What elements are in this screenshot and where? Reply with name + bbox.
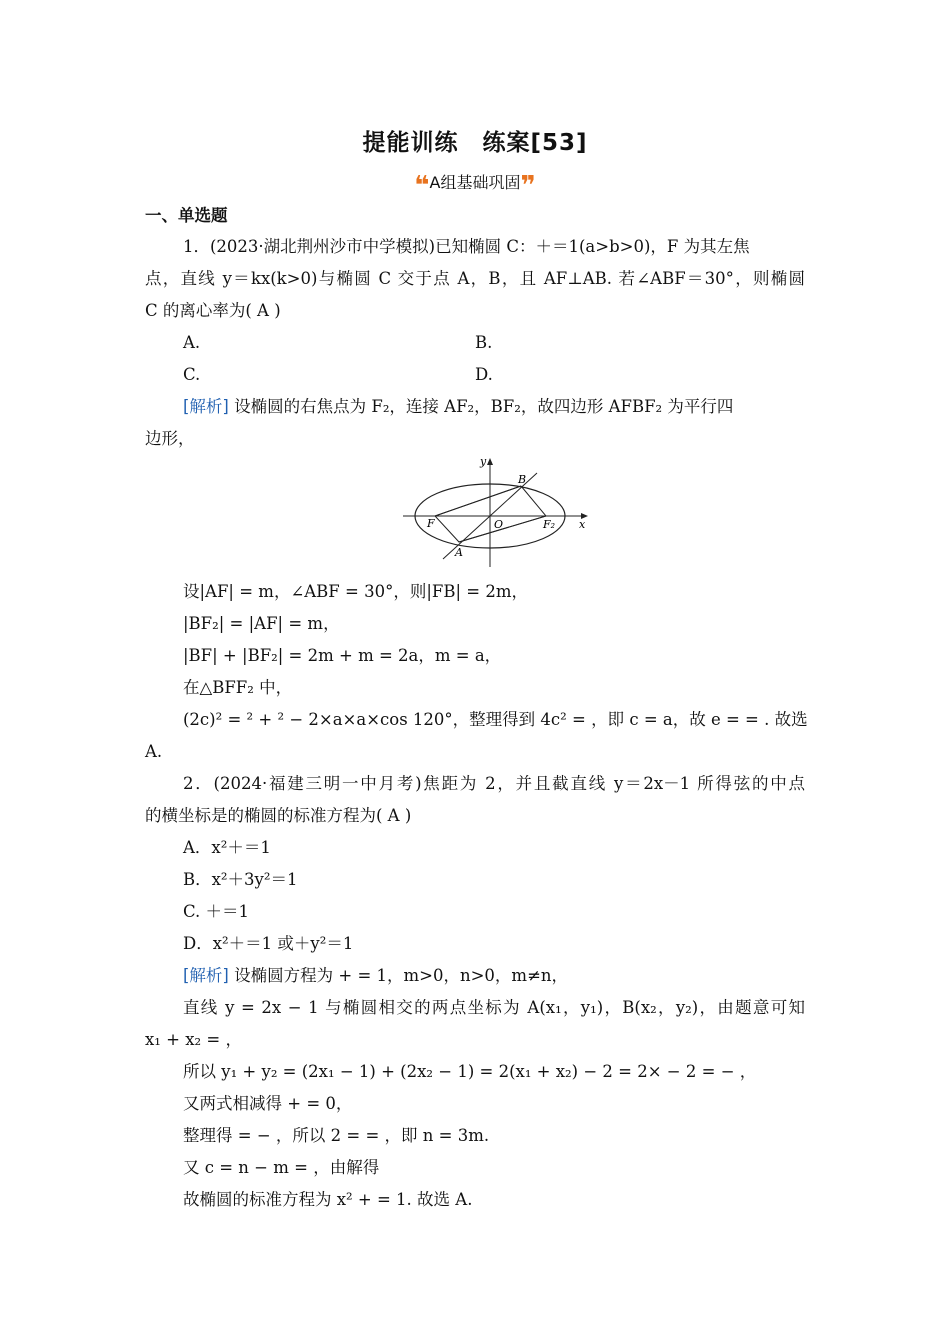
q2-step4: 又两式相减得 + = 0， [183, 1094, 353, 1113]
q2-option-b: B．x²＋3y²＝1 [183, 870, 298, 889]
page-title: 提能训练 练案[53] [362, 130, 588, 156]
q1-analysis-line1 [183, 396, 805, 418]
q2-step6: 又 c = n − m = ，由解得 [183, 1158, 380, 1177]
q2-step3: 所以 y₁ + y₂ = (2x₁ − 1) + (2x₂ − 1) = 2(x₁ + x₂) − 2 = 2× − 2 = − ， [183, 1062, 757, 1081]
q1-stem-line2: 点，直线 y＝kx(k>0)与椭圆 C 交于点 A，B，且 AF⊥AB. 若∠ABF＝30°，则椭圆 [145, 269, 805, 288]
section-heading: 一、单选题 [145, 206, 228, 225]
q2-step2: x₁ + x₂ = ， [145, 1030, 242, 1049]
q1-step6: A. [145, 742, 163, 761]
q2-step1: 直线 y = 2x − 1 与椭圆相交的两点坐标为 A(x₁，y₁)，B(x₂，y₂)，由题意可知 [183, 998, 805, 1017]
q2-option-c: C. ＋＝1 [183, 902, 250, 921]
ellipse-figure [403, 455, 593, 567]
q1-step3: |BF| + |BF₂| = 2m + m = 2a，m = a， [183, 646, 502, 665]
left-quote-icon: ❝ [414, 171, 430, 201]
q2-step5: 整理得 = − ，所以 2 = = ，即 n = 3m. [183, 1126, 490, 1145]
q2-analysis-text: 设椭圆方程为 + = 1，m>0，n>0，m≠n， [234, 966, 569, 985]
q1-analysis-text: 设椭圆的右焦点为 F₂，连接 AF₂，BF₂，故四边形 AFBF₂ 为平行四 [234, 397, 734, 416]
q1-stem-line3: C 的离心率为( A ) [145, 301, 281, 320]
q1-analysis-label: [解析] [183, 397, 229, 416]
label-f2: F₂ [543, 518, 556, 531]
label-b: B [518, 473, 527, 486]
q1-stem-line1: 1．(2023·湖北荆州沙市中学模拟)已知椭圆 C：＋＝1(a>b>0)，F 为其左焦 [183, 237, 750, 256]
q2-stem-line1: 2．(2024·福建三明一中月考)焦距为 2，并且截直线 y＝2x－1 所得弦的中点 [183, 774, 805, 793]
q1-step5: (2c)² = ² + ² − 2×a×a×cos 120°，整理得到 4c² = ，即 c = a，故 e = = . 故选 [183, 710, 808, 729]
q2-option-d: D．x²＋＝1 或＋y²＝1 [183, 934, 354, 953]
q1-step2: |BF₂| = |AF| = m， [183, 614, 340, 633]
q1-step1: 设|AF| = m，∠ABF = 30°，则|FB| = 2m， [183, 582, 528, 601]
q1-options-row1 [183, 332, 805, 354]
q1-analysis-line2: 边形， [145, 429, 195, 448]
q1-options-row2 [183, 364, 805, 386]
label-x: x [579, 518, 586, 531]
q1-option-d: D. [475, 365, 493, 384]
q1-step4: 在△BFF₂ 中， [183, 678, 293, 697]
q2-stem-line2: 的横坐标是的椭圆的标准方程为( A ) [145, 806, 412, 825]
label-o: O [494, 518, 504, 531]
q1-option-c: C. [183, 365, 201, 384]
y-axis-arrow [487, 458, 493, 465]
label-y: y [480, 455, 487, 468]
q2-analysis-line1 [183, 965, 805, 987]
group-label: A组基础巩固 [429, 173, 521, 192]
q2-step7: 故椭圆的标准方程为 x² + = 1. 故选 A. [183, 1190, 473, 1209]
group-heading [0, 170, 950, 201]
label-a: A [455, 546, 463, 559]
q1-option-a: A. [183, 333, 201, 352]
q1-option-b: B. [475, 333, 493, 352]
q2-option-a: A．x²＋＝1 [183, 838, 271, 857]
right-quote-icon: ❞ [520, 171, 536, 201]
label-f: F [427, 517, 435, 530]
segment-fb [435, 486, 521, 516]
q2-analysis-label: [解析] [183, 966, 229, 985]
